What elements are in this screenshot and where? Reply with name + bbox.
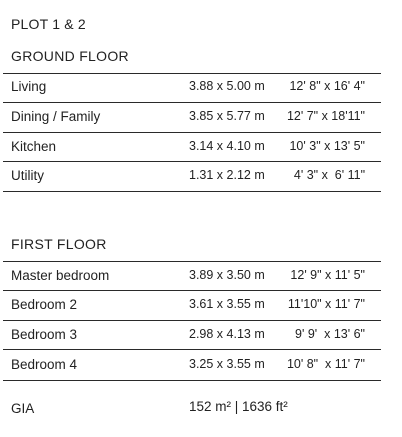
room-name: Utility (11, 168, 44, 183)
divider (3, 132, 381, 133)
room-name: Living (11, 79, 47, 94)
first-floor-title: FIRST FLOOR (11, 236, 107, 252)
room-imperial-size: 12' 7" x 18'11" (286, 109, 365, 123)
table-row (3, 105, 381, 129)
divider (3, 349, 381, 350)
room-metric-size: 3.89 x 3.50 m (189, 268, 265, 282)
table-row (3, 323, 381, 347)
table-row (3, 264, 381, 288)
room-name: Bedroom 3 (11, 327, 78, 342)
room-name: Bedroom 2 (11, 297, 78, 312)
room-imperial-size: 10' 8" x 11' 7" (286, 357, 365, 371)
room-name: Master bedroom (11, 268, 110, 283)
room-imperial-size: 4' 3" x 6' 11" (293, 168, 365, 182)
room-name: Bedroom 4 (11, 357, 78, 372)
room-imperial-size: 9' 9' x 13' 6" (295, 327, 365, 341)
divider (3, 161, 381, 162)
table-row (3, 293, 381, 317)
room-metric-size: 3.88 x 5.00 m (189, 79, 265, 93)
gia-label: GIA (11, 401, 35, 416)
room-metric-size: 2.98 x 4.13 m (189, 327, 265, 341)
room-metric-size: 1.31 x 2.12 m (189, 168, 265, 182)
room-name: Kitchen (11, 139, 57, 154)
table-row (3, 75, 381, 99)
divider (3, 73, 381, 74)
room-imperial-size: 12' 8" x 16' 4" (289, 79, 365, 93)
ground-floor-title: GROUND FLOOR (11, 48, 129, 64)
room-metric-size: 3.85 x 5.77 m (189, 109, 265, 123)
gia-value: 152 m² | 1636 ft² (189, 399, 288, 414)
room-metric-size: 3.61 x 3.55 m (189, 297, 265, 311)
room-imperial-size: 12' 9" x 11' 5" (290, 268, 365, 282)
table-row (3, 164, 381, 188)
room-imperial-size: 10' 3" x 13' 5" (289, 139, 365, 153)
room-imperial-size: 11'10" x 11' 7" (287, 297, 365, 311)
room-name: Dining / Family (11, 109, 101, 124)
divider (3, 380, 381, 381)
table-row (3, 353, 381, 377)
divider (3, 320, 381, 321)
room-metric-size: 3.25 x 3.55 m (189, 357, 265, 371)
divider (3, 290, 381, 291)
divider (3, 191, 381, 192)
divider (3, 261, 381, 262)
plot-title: PLOT 1 & 2 (11, 16, 86, 32)
divider (3, 102, 381, 103)
table-row (3, 135, 381, 159)
room-metric-size: 3.14 x 4.10 m (189, 139, 265, 153)
